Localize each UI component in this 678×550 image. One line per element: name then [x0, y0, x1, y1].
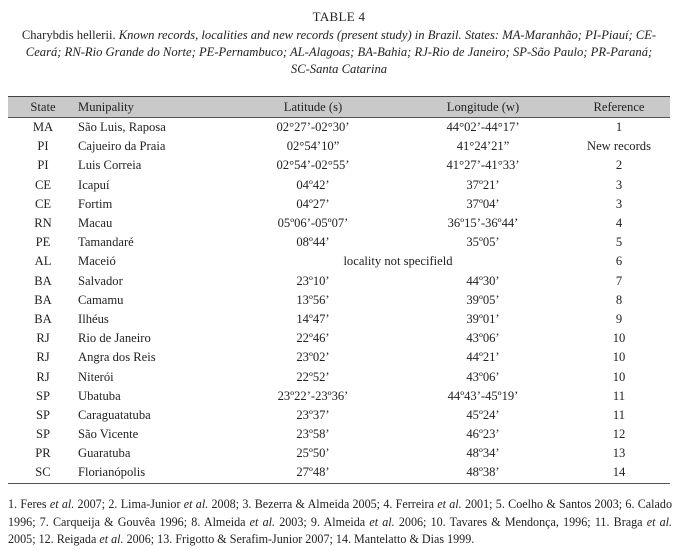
- cell-reference: 12: [612, 427, 626, 442]
- cell-latitude: 27º48’: [228, 463, 398, 483]
- reference-entry: [191, 515, 311, 529]
- cell-state: RN: [34, 216, 52, 231]
- reference-entry: [108, 497, 242, 511]
- cell-latitude: 22º46’: [296, 331, 330, 346]
- cell-reference: 9: [615, 311, 623, 326]
- cell-municipality: Ubatuba: [78, 388, 121, 403]
- cell-state: RJ: [36, 331, 50, 346]
- reference-entry: [8, 497, 108, 511]
- table-body: [8, 118, 670, 484]
- cell-longitude: 35º05’: [466, 235, 500, 250]
- cell-state: BA: [34, 273, 52, 288]
- cell-state: RJ: [36, 369, 50, 384]
- reference-pre: 14. Mantelatto & Dias 1999.: [335, 532, 475, 546]
- table-row: [8, 329, 670, 348]
- cell-state: SP: [35, 407, 50, 422]
- table-row: [8, 425, 670, 444]
- table-row: [8, 310, 670, 329]
- cell-latitude: 23º10’: [296, 273, 330, 288]
- cell-state: PI: [37, 158, 49, 173]
- cell-reference: 5: [615, 235, 623, 250]
- reference-it: et al.: [369, 514, 395, 529]
- cell-state: RJ: [36, 350, 50, 365]
- table-row: [8, 272, 670, 291]
- cell-latitude: 02°54’10”: [286, 139, 340, 154]
- reference-entry: [336, 532, 474, 546]
- cell-latitude: 23º22’-23º36’: [277, 388, 349, 403]
- reference-pre: 13. Frigotto & Serafim-Junior 2007;: [157, 532, 336, 546]
- table-row: [8, 348, 670, 367]
- reference-pre: 5. Coelho & Santos 2003;: [495, 497, 626, 511]
- cell-longitude: 44º21’: [466, 350, 500, 365]
- cell-state: BA: [34, 311, 52, 326]
- reference-entry: [157, 532, 336, 546]
- cell-municipality: Rio de Janeiro: [78, 331, 151, 346]
- table-row: [8, 176, 670, 195]
- cell-municipality: Icapuí: [78, 177, 110, 192]
- cell-longitude: 48º38’: [398, 463, 568, 483]
- cell-municipality: Maceió: [78, 254, 116, 269]
- reference-pre: 9. Almeida: [310, 514, 370, 529]
- cell-state: BA: [34, 292, 52, 307]
- table-row: [8, 156, 670, 175]
- cell-longitude: 37º21’: [466, 177, 500, 192]
- reference-it: et al.: [49, 497, 75, 511]
- column-header-state: State: [8, 97, 78, 118]
- cell-latitude: 13º56’: [296, 292, 330, 307]
- reference-it: et al.: [99, 532, 124, 546]
- reference-post: 2001;: [461, 497, 496, 511]
- cell-state: PE: [35, 235, 51, 250]
- column-header-municipality: Munipality: [78, 97, 228, 118]
- table-caption: [20, 27, 658, 78]
- table-row: [8, 195, 670, 214]
- cell-reference: 1: [615, 120, 623, 135]
- table-label: TABLE 4: [312, 9, 366, 24]
- cell-latitude: 04º27’: [296, 196, 330, 211]
- cell-municipality: Tamandaré: [78, 235, 134, 250]
- cell-state: CE: [34, 196, 52, 211]
- cell-state: SP: [35, 388, 50, 403]
- reference-pre: 2. Lima-Junior: [108, 497, 184, 511]
- cell-reference: 6: [615, 254, 623, 269]
- cell-longitude: 36º15’-36º44’: [447, 216, 519, 231]
- cell-longitude: 48º34’: [466, 446, 500, 461]
- cell-latitude: 08º44’: [296, 235, 330, 250]
- reference-pre: 12. Reigada: [38, 532, 100, 546]
- cell-latitude: 23º58’: [296, 427, 330, 442]
- cell-longitude: 44º43’-45º19’: [447, 388, 519, 403]
- cell-reference: 10: [612, 350, 626, 365]
- cell-longitude: 46º23’: [466, 427, 500, 442]
- cell-reference: 3: [615, 196, 623, 211]
- reference-post: 2007;: [74, 497, 109, 511]
- reference-entry: [242, 497, 383, 511]
- table-row: [8, 214, 670, 233]
- reference-it: et al.: [646, 514, 673, 529]
- reference-pre: 6. Calado 1996;: [8, 497, 672, 529]
- cell-latitude: 02°27’-02°30’: [276, 120, 350, 135]
- reference-entry: [311, 515, 431, 529]
- table-row: [8, 233, 670, 252]
- cell-note: locality not specifield: [343, 254, 453, 269]
- cell-latitude: 14º47’: [296, 311, 330, 326]
- reference-pre: 1. Feres: [8, 497, 50, 511]
- reference-post: 2008;: [208, 497, 243, 511]
- reference-entry: [40, 515, 192, 529]
- cell-municipality: Macau: [78, 216, 113, 231]
- reference-pre: 11. Braga: [594, 514, 647, 529]
- cell-reference: 7: [615, 273, 623, 288]
- reference-entry: [496, 497, 626, 511]
- cell-longitude: 39º05’: [466, 292, 500, 307]
- cell-latitude: 05º06’-05º07’: [277, 216, 349, 231]
- table-row: [8, 118, 670, 138]
- caption-species: Charybdis hellerii.: [21, 28, 116, 42]
- cell-municipality: Angra dos Reis: [78, 350, 156, 365]
- cell-longitude: 39º01’: [466, 311, 500, 326]
- cell-municipality: Florianópolis: [78, 463, 228, 483]
- cell-municipality: Caraguatatuba: [78, 407, 151, 422]
- cell-municipality: São Vicente: [78, 427, 139, 442]
- caption-text: Known records, localities and new records (present study) in Brazil. States: MA-Maranhão; PI-Piauí; CE-Ceará; RN-Rio Grande do Norte; PE-Pernambuco; AL-Alagoas; BA-Bahia; RJ-Rio de Janeiro; SP-São Paulo; PR-Paraná; SC-Santa Catarina: [25, 28, 657, 76]
- reference-post: 2005;: [8, 532, 39, 546]
- cell-state: SP: [35, 427, 50, 442]
- reference-it: et al.: [249, 514, 276, 529]
- cell-reference: 13: [612, 446, 626, 461]
- cell-state: PR: [35, 446, 51, 461]
- cell-longitude: 43º06’: [466, 369, 500, 384]
- column-header-longitude: Longitude (w): [398, 97, 568, 118]
- table-row: [8, 252, 670, 271]
- column-header-reference: Reference: [568, 97, 670, 118]
- cell-municipality: Guaratuba: [78, 446, 131, 461]
- reference-pre: 7. Carqueija & Gouvêa 1996;: [39, 514, 192, 529]
- cell-latitude: 23º02’: [296, 350, 330, 365]
- table-row: [8, 137, 670, 156]
- cell-reference: New records: [587, 139, 651, 154]
- cell-reference: 10: [612, 369, 626, 384]
- cell-state: PI: [37, 139, 49, 154]
- cell-municipality: Luis Correia: [78, 158, 142, 173]
- cell-municipality: Niterói: [78, 369, 114, 384]
- reference-pre: 8. Almeida: [191, 514, 250, 529]
- reference-it: et al.: [183, 497, 209, 511]
- table-header-row: [8, 97, 670, 118]
- reference-pre: 3. Bezerra & Almeida 2005;: [242, 497, 384, 511]
- cell-latitude: 25º50’: [296, 446, 330, 461]
- cell-latitude: 23º37’: [296, 407, 330, 422]
- table-row: [8, 367, 670, 386]
- reference-entry: [383, 497, 495, 511]
- cell-state: MA: [32, 120, 54, 135]
- cell-reference: 3: [615, 177, 623, 192]
- cell-reference: 11: [612, 388, 626, 403]
- reference-it: et al.: [437, 497, 462, 511]
- cell-reference: 14: [568, 463, 670, 483]
- cell-longitude: 45º24’: [466, 407, 500, 422]
- cell-municipality: Ilhéus: [78, 311, 109, 326]
- table-row: [8, 406, 670, 425]
- cell-longitude: 37º04’: [466, 196, 500, 211]
- cell-municipality: São Luis, Raposa: [78, 120, 166, 135]
- reference-entry: [431, 515, 595, 529]
- table-row: [8, 291, 670, 310]
- cell-latitude: 02°54’-02°55’: [276, 158, 350, 173]
- cell-reference: 4: [615, 216, 623, 231]
- cell-longitude: 41°24’21”: [456, 139, 510, 154]
- table-row: [8, 463, 670, 483]
- cell-state: SC: [8, 463, 78, 483]
- cell-longitude: 43º06’: [466, 331, 500, 346]
- cell-latitude: 22º52’: [296, 369, 330, 384]
- cell-longitude: 44°02’-44°17’: [446, 120, 520, 135]
- cell-state: AL: [34, 254, 52, 269]
- reference-post: 2006;: [123, 532, 158, 546]
- cell-longitude: 41°27’-41°33’: [446, 158, 520, 173]
- reference-entry: [39, 532, 158, 546]
- cell-reference: 8: [615, 292, 623, 307]
- reference-list: [8, 496, 672, 549]
- cell-longitude: 44º30’: [466, 273, 500, 288]
- cell-latitude: 04º42’: [296, 177, 330, 192]
- cell-municipality: Salvador: [78, 273, 123, 288]
- cell-municipality: Camamu: [78, 292, 124, 307]
- cell-reference: 11: [612, 407, 626, 422]
- column-header-latitude: Latitude (s): [228, 97, 398, 118]
- cell-state: CE: [34, 177, 52, 192]
- cell-municipality: Cajueiro da Praia: [78, 139, 166, 154]
- cell-municipality: Fortim: [78, 196, 113, 211]
- records-table: [8, 96, 670, 484]
- reference-post: 2006;: [394, 514, 431, 529]
- reference-post: 2003;: [275, 514, 311, 529]
- reference-pre: 4. Ferreira: [383, 497, 438, 511]
- table-row: [8, 444, 670, 463]
- reference-pre: 10. Tavares & Mendonça, 1996;: [430, 514, 595, 529]
- table-row: [8, 387, 670, 406]
- cell-reference: 2: [615, 158, 623, 173]
- cell-reference: 10: [612, 331, 626, 346]
